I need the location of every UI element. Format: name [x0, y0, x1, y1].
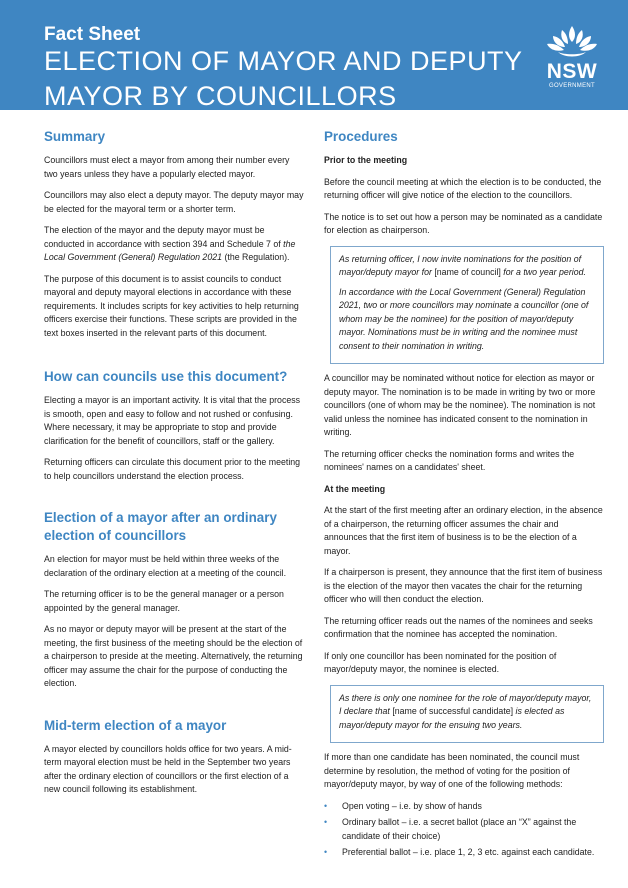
- midterm-heading: Mid-term election of a mayor: [44, 717, 227, 733]
- title-line-1: ELECTION OF MAYOR AND DEPUTY: [44, 46, 523, 76]
- ordinary-election-heading: Election of a mayor after an ordinary election of councillors: [44, 510, 277, 543]
- nsw-government-logo: [540, 24, 604, 92]
- summary-paragraph: The purpose of this document is to assist councils to conduct mayoral and deputy mayoral elections in accordance with these requirements. It includes scripts for key activities to help returning officers exercise their functions. These scripts are provided in the text boxes inserted in the relevant parts of this document.: [44, 273, 299, 338]
- midterm-paragraph: A mayor elected by councillors holds office for two years. A mid-term mayoral election must be held in the September two years after the ordinary election of councillors or the first election of a new council following its establishment.: [44, 743, 292, 794]
- ordinary-paragraph: As no mayor or deputy mayor will be present at the start of the meeting, the first business of the meeting should be the election of a chairperson to preside at the meeting. Alternatively, the returning officer may assume the chair for the purpose of conducting the election.: [44, 624, 303, 688]
- summary-paragraph: The election of the mayor and the deputy mayor must be conducted in accordance with section 394 and Schedule 7 of the Local Government (General) Regulation 2021 (the Regulation).: [44, 225, 296, 262]
- list-item: • Open voting – i.e. by show of hands: [342, 800, 604, 814]
- logo-text: NSW: [546, 60, 598, 83]
- use-paragraph: Returning officers can circulate this document prior to the meeting to help councillors understand the election process.: [44, 457, 301, 481]
- ordinary-paragraph: An election for mayor must be held within three weeks of the declaration of the ordinary election at a meeting of the council.: [44, 554, 287, 578]
- use-paragraph: Electing a mayor is an important activity. It is vital that the process is smooth, open and easy to follow and not rushed or confusing. Where necessary, it may be appropriate to stop and provide clarification for the benefit of councillors, staff or the gallery.: [44, 395, 301, 446]
- script-text: In accordance with the Local Government (General) Regulation 2021, two or more councillors may nominate a councillor (one of whom may be the nominee) for the position of mayor/deputy mayor. Nominations must be in writing and the nominee must consent to their nomination in writing.: [339, 286, 589, 351]
- meeting-paragraph: If only one councillor has been nominated for the position of mayor/deputy mayor, the nominee is elected.: [324, 650, 557, 674]
- waratah-icon: [540, 24, 604, 62]
- script-text: As there is only one nominee for the role of mayor/deputy mayor, I declare that [name of successful candidate] is elected as mayor/deputy mayor for the ensuing two years.: [339, 692, 592, 730]
- use-heading: How can councils use this document?: [44, 369, 288, 384]
- regulation-name: the Local Government (General) Regulation 2021: [44, 238, 296, 262]
- at-meeting-subheading: At the meeting: [324, 483, 386, 494]
- meeting-paragraph: At the start of the first meeting after an ordinary election, in the absence of a chairperson, the returning officer assumes the chair and announces that the first item of business is to be the election of a mayor.: [324, 505, 603, 556]
- meeting-paragraph: The returning officer reads out the names of the nominees and seeks confirmation that the nominee has accepted the nomination.: [324, 615, 593, 639]
- voting-method-paragraph: If more than one candidate has been nominated, the council must determine by resolution, the method of voting for the position of mayor/deputy mayor, by way of one of the following methods:: [324, 752, 580, 789]
- nomination-paragraph: The returning officer checks the nomination forms and writes the nominees' names on a candidates' sheet.: [324, 448, 575, 472]
- header-banner: [0, 0, 628, 110]
- list-item: • Ordinary ballot – i.e. a secret ballot (place an “X” against the candidate of their choice): [342, 816, 604, 843]
- summary-heading: Summary: [44, 129, 106, 144]
- summary-paragraph: Councillors must elect a mayor from among their number every two years unless they have a popularly elected mayor.: [44, 155, 290, 179]
- nomination-script-box: [330, 246, 604, 365]
- procedures-heading: Procedures: [324, 129, 398, 144]
- list-item: • Preferential ballot – i.e. place 1, 2, 3 etc. against each candidate.: [342, 846, 604, 860]
- logo-subtext: GOVERNMENT: [548, 83, 595, 89]
- placeholder-council: [name of council]: [434, 267, 501, 277]
- right-column: [324, 128, 604, 863]
- fact-sheet-label: Fact Sheet: [44, 24, 141, 45]
- single-nominee-script-box: [330, 685, 604, 744]
- script-text: As returning officer, I now invite nominations for the position of mayor/deputy mayor for [name of council] for a two year period.: [339, 253, 586, 277]
- voting-methods-list: [324, 800, 604, 860]
- prior-subheading: Prior to the meeting: [324, 155, 408, 165]
- summary-paragraph: Councillors may also elect a deputy mayor. The deputy mayor may be elected for the mayoral term or a shorter term.: [44, 190, 304, 214]
- prior-paragraph: The notice is to set out how a person may be nominated as a candidate for election as chairperson.: [324, 211, 603, 235]
- placeholder-candidate: [name of successful candidate]: [392, 706, 514, 716]
- prior-paragraph: Before the council meeting at which the election is to be conducted, the returning officer will give notice of the election to the councillors.: [324, 176, 602, 200]
- meeting-paragraph: If a chairperson is present, they announce that the first item of business is the election of the mayor then vacates the chair for the returning officer who will then conduct the election.: [324, 567, 603, 604]
- page-title: [44, 44, 523, 114]
- ordinary-paragraph: The returning officer is to be the general manager or a person appointed by the general manager.: [44, 589, 284, 613]
- title-line-2: MAYOR BY COUNCILLORS: [44, 81, 397, 111]
- left-column: [44, 128, 304, 805]
- nomination-paragraph: A councillor may be nominated without notice for election as mayor or deputy mayor. The nomination is to be made in writing by two or more councillors (one of whom may be the nominee). The nomination is not valid unless the nominee has indicated consent to the nomination in writing.: [324, 373, 596, 437]
